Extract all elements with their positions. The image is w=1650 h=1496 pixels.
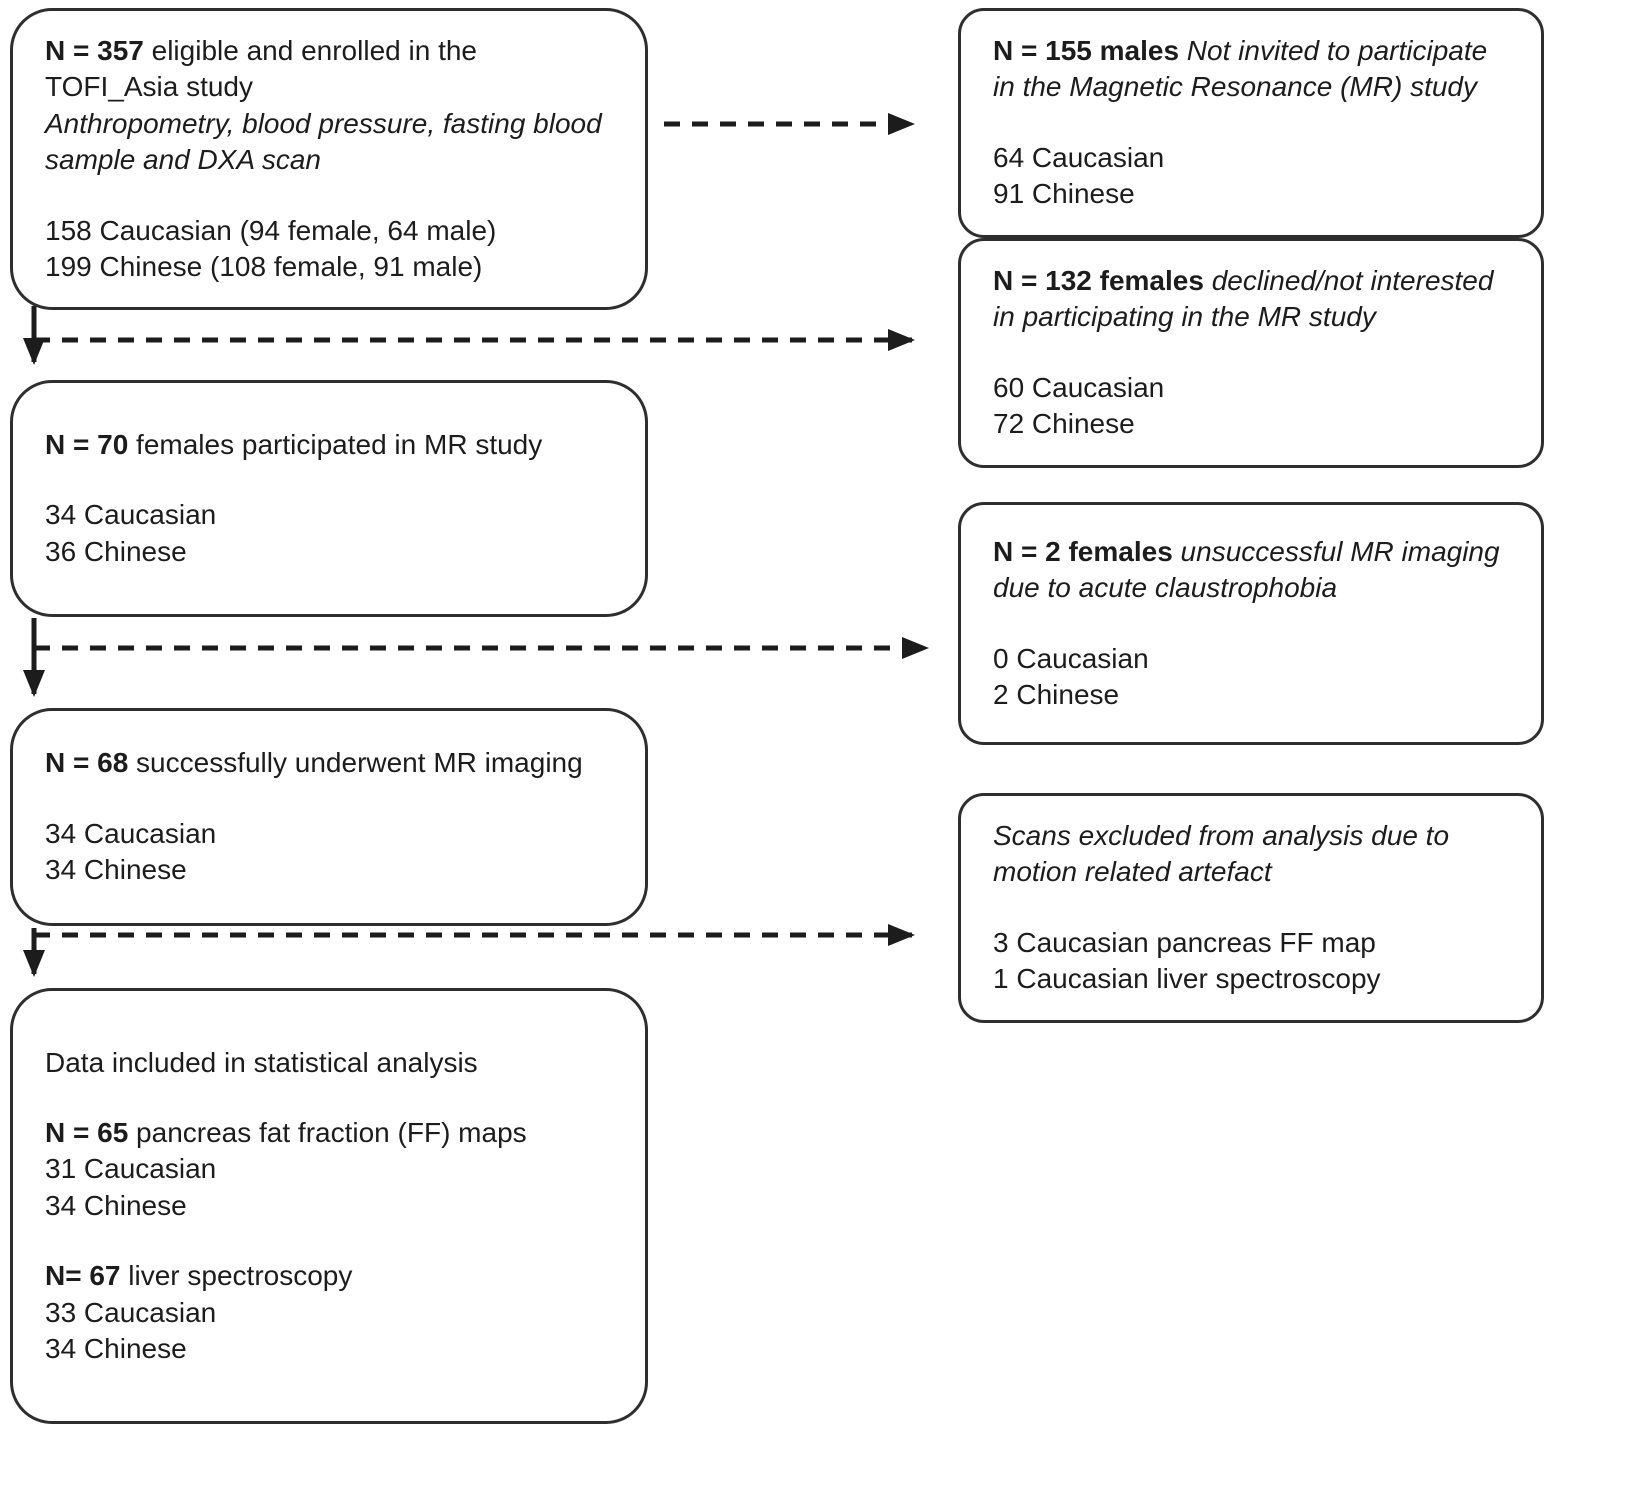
n-count: N = 65 xyxy=(45,1117,129,1149)
box-statistical-analysis xyxy=(10,988,648,1424)
box-heading xyxy=(993,534,1509,607)
heading-text: declined/not interested in participating in the MR study xyxy=(993,265,1494,333)
measurements-note: Anthropometry, blood pressure, fasting blood sample and DXA scan xyxy=(45,107,602,176)
box-heading xyxy=(45,33,613,106)
chinese-count: 199 Chinese (108 female, 91 male) xyxy=(45,250,483,282)
caucasian-count: 34 Caucasian xyxy=(45,499,217,531)
box-females-declined xyxy=(958,238,1544,468)
box-mr-study-participants xyxy=(10,380,648,617)
heading-text: successfully underwent MR imaging xyxy=(128,747,583,779)
caucasian-count: 60 Caucasian xyxy=(993,371,1165,403)
caucasian-count: 33 Caucasian xyxy=(45,1296,217,1328)
box-scans-excluded xyxy=(958,793,1544,1023)
chinese-count: 91 Chinese xyxy=(993,178,1135,210)
caucasian-count: 158 Caucasian (94 female, 64 male) xyxy=(45,214,497,246)
box-heading xyxy=(993,263,1509,336)
pancreas-ff-heading xyxy=(45,1115,613,1151)
n-count: N= 67 xyxy=(45,1260,121,1292)
box-heading: Scans excluded from analysis due to motion related artefact xyxy=(993,820,1450,888)
pancreas-excluded-count: 3 Caucasian pancreas FF map xyxy=(993,926,1376,958)
chinese-count: 34 Chinese xyxy=(45,1332,187,1364)
liver-spectroscopy-heading xyxy=(45,1258,613,1294)
n-count: N = 68 xyxy=(45,747,129,779)
chinese-count: 34 Chinese xyxy=(45,1189,187,1221)
chinese-count: 34 Chinese xyxy=(45,854,187,886)
heading-text: eligible and enrolled in the TOFI_Asia study xyxy=(45,35,477,103)
box-heading xyxy=(45,427,613,463)
chinese-count: 2 Chinese xyxy=(993,678,1120,710)
box-underwent-imaging xyxy=(10,708,648,926)
box-males-not-invited xyxy=(958,8,1544,238)
n-count: N = 70 xyxy=(45,428,129,460)
box-unsuccessful-imaging xyxy=(958,502,1544,745)
chinese-count: 72 Chinese xyxy=(993,408,1135,440)
n-count: N = 2 females xyxy=(993,535,1173,567)
caucasian-count: 64 Caucasian xyxy=(993,141,1165,173)
heading-text: females participated in MR study xyxy=(128,428,543,460)
n-count: N = 132 females xyxy=(993,265,1204,296)
heading-text: pancreas fat fraction (FF) maps xyxy=(128,1117,527,1149)
caucasian-count: 31 Caucasian xyxy=(45,1153,217,1185)
heading-text: unsuccessful MR imaging due to acute claustrophobia xyxy=(993,535,1500,604)
n-count: N = 155 males xyxy=(993,35,1180,66)
caucasian-count: 34 Caucasian xyxy=(45,817,217,849)
chinese-count: 36 Chinese xyxy=(45,535,187,567)
caucasian-count: 0 Caucasian xyxy=(993,642,1149,674)
box-enrolled xyxy=(10,8,648,310)
heading-text: liver spectroscopy xyxy=(120,1260,353,1292)
heading-text: Not invited to participate in the Magnetic Resonance (MR) study xyxy=(993,35,1488,103)
n-count: N = 357 xyxy=(45,35,144,66)
box-heading: Data included in statistical analysis xyxy=(45,1046,478,1078)
liver-excluded-count: 1 Caucasian liver spectroscopy xyxy=(993,963,1381,995)
box-heading xyxy=(993,33,1509,106)
box-heading xyxy=(45,745,613,781)
